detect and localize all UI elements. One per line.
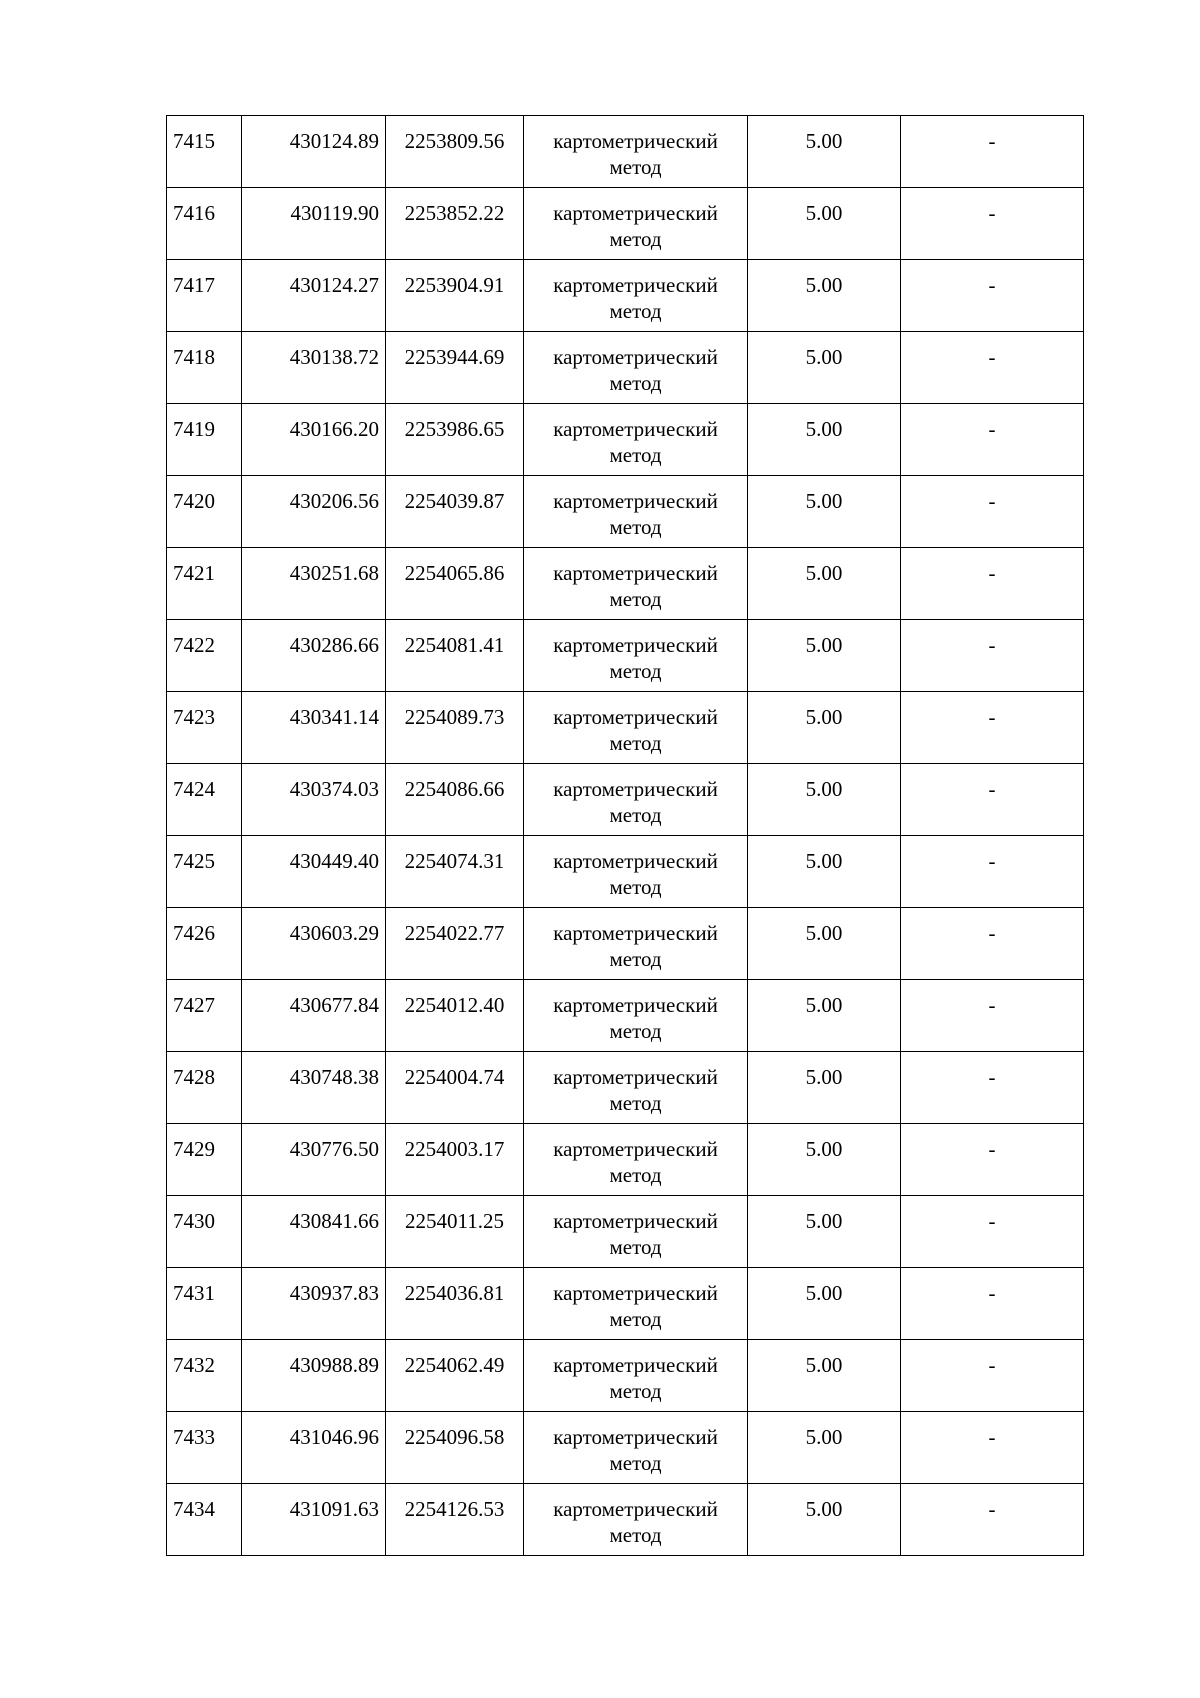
table-row	[167, 1268, 1084, 1340]
method-cell: картометрический метод	[524, 260, 748, 332]
table-row	[167, 1484, 1084, 1556]
table-row	[167, 620, 1084, 692]
coordinates-table	[166, 115, 1084, 1556]
note-cell: -	[901, 404, 1084, 476]
point-number-cell: 7424	[167, 764, 242, 836]
method-cell: картометрический метод	[524, 1196, 748, 1268]
method-cell: картометрический метод	[524, 908, 748, 980]
x-coordinate-cell: 430119.90	[242, 188, 386, 260]
x-coordinate-cell: 430841.66	[242, 1196, 386, 1268]
accuracy-cell: 5.00	[748, 260, 901, 332]
accuracy-cell: 5.00	[748, 404, 901, 476]
note-cell: -	[901, 116, 1084, 188]
table-row	[167, 476, 1084, 548]
y-coordinate-cell: 2254065.86	[386, 548, 524, 620]
point-number-cell: 7434	[167, 1484, 242, 1556]
table-row	[167, 1124, 1084, 1196]
note-cell: -	[901, 1268, 1084, 1340]
point-number-cell: 7430	[167, 1196, 242, 1268]
accuracy-cell: 5.00	[748, 1268, 901, 1340]
y-coordinate-cell: 2254012.40	[386, 980, 524, 1052]
accuracy-cell: 5.00	[748, 116, 901, 188]
x-coordinate-cell: 430937.83	[242, 1268, 386, 1340]
point-number-cell: 7416	[167, 188, 242, 260]
accuracy-cell: 5.00	[748, 980, 901, 1052]
point-number-cell: 7429	[167, 1124, 242, 1196]
point-number-cell: 7417	[167, 260, 242, 332]
table-row	[167, 836, 1084, 908]
x-coordinate-cell: 430286.66	[242, 620, 386, 692]
table-row	[167, 908, 1084, 980]
y-coordinate-cell: 2254081.41	[386, 620, 524, 692]
note-cell: -	[901, 1340, 1084, 1412]
x-coordinate-cell: 430603.29	[242, 908, 386, 980]
x-coordinate-cell: 430206.56	[242, 476, 386, 548]
x-coordinate-cell: 430988.89	[242, 1340, 386, 1412]
note-cell: -	[901, 692, 1084, 764]
y-coordinate-cell: 2253904.91	[386, 260, 524, 332]
note-cell: -	[901, 764, 1084, 836]
table-row	[167, 404, 1084, 476]
point-number-cell: 7421	[167, 548, 242, 620]
method-cell: картометрический метод	[524, 620, 748, 692]
point-number-cell: 7423	[167, 692, 242, 764]
y-coordinate-cell: 2254036.81	[386, 1268, 524, 1340]
y-coordinate-cell: 2254086.66	[386, 764, 524, 836]
method-cell: картометрический метод	[524, 1412, 748, 1484]
method-cell: картометрический метод	[524, 1484, 748, 1556]
x-coordinate-cell: 430124.27	[242, 260, 386, 332]
y-coordinate-cell: 2254074.31	[386, 836, 524, 908]
accuracy-cell: 5.00	[748, 332, 901, 404]
y-coordinate-cell: 2254096.58	[386, 1412, 524, 1484]
accuracy-cell: 5.00	[748, 548, 901, 620]
table-row	[167, 548, 1084, 620]
accuracy-cell: 5.00	[748, 1196, 901, 1268]
y-coordinate-cell: 2254011.25	[386, 1196, 524, 1268]
x-coordinate-cell: 431091.63	[242, 1484, 386, 1556]
point-number-cell: 7427	[167, 980, 242, 1052]
note-cell: -	[901, 188, 1084, 260]
note-cell: -	[901, 260, 1084, 332]
note-cell: -	[901, 1196, 1084, 1268]
y-coordinate-cell: 2254022.77	[386, 908, 524, 980]
y-coordinate-cell: 2254004.74	[386, 1052, 524, 1124]
accuracy-cell: 5.00	[748, 836, 901, 908]
method-cell: картометрический метод	[524, 692, 748, 764]
y-coordinate-cell: 2254089.73	[386, 692, 524, 764]
x-coordinate-cell: 430341.14	[242, 692, 386, 764]
x-coordinate-cell: 430748.38	[242, 1052, 386, 1124]
table-row	[167, 116, 1084, 188]
point-number-cell: 7419	[167, 404, 242, 476]
x-coordinate-cell: 431046.96	[242, 1412, 386, 1484]
accuracy-cell: 5.00	[748, 1484, 901, 1556]
method-cell: картометрический метод	[524, 332, 748, 404]
point-number-cell: 7425	[167, 836, 242, 908]
x-coordinate-cell: 430124.89	[242, 116, 386, 188]
x-coordinate-cell: 430138.72	[242, 332, 386, 404]
x-coordinate-cell: 430166.20	[242, 404, 386, 476]
note-cell: -	[901, 980, 1084, 1052]
accuracy-cell: 5.00	[748, 620, 901, 692]
method-cell: картометрический метод	[524, 188, 748, 260]
note-cell: -	[901, 1412, 1084, 1484]
note-cell: -	[901, 332, 1084, 404]
accuracy-cell: 5.00	[748, 1412, 901, 1484]
note-cell: -	[901, 1052, 1084, 1124]
table-row	[167, 332, 1084, 404]
y-coordinate-cell: 2254126.53	[386, 1484, 524, 1556]
y-coordinate-cell: 2254039.87	[386, 476, 524, 548]
point-number-cell: 7431	[167, 1268, 242, 1340]
method-cell: картометрический метод	[524, 1340, 748, 1412]
note-cell: -	[901, 620, 1084, 692]
method-cell: картометрический метод	[524, 980, 748, 1052]
note-cell: -	[901, 548, 1084, 620]
accuracy-cell: 5.00	[748, 1124, 901, 1196]
coordinates-table-body	[167, 116, 1084, 1556]
method-cell: картометрический метод	[524, 764, 748, 836]
x-coordinate-cell: 430449.40	[242, 836, 386, 908]
table-row	[167, 980, 1084, 1052]
note-cell: -	[901, 908, 1084, 980]
accuracy-cell: 5.00	[748, 1052, 901, 1124]
point-number-cell: 7428	[167, 1052, 242, 1124]
accuracy-cell: 5.00	[748, 764, 901, 836]
y-coordinate-cell: 2254003.17	[386, 1124, 524, 1196]
point-number-cell: 7415	[167, 116, 242, 188]
y-coordinate-cell: 2253986.65	[386, 404, 524, 476]
accuracy-cell: 5.00	[748, 1340, 901, 1412]
y-coordinate-cell: 2254062.49	[386, 1340, 524, 1412]
table-row	[167, 1196, 1084, 1268]
note-cell: -	[901, 476, 1084, 548]
y-coordinate-cell: 2253852.22	[386, 188, 524, 260]
method-cell: картометрический метод	[524, 836, 748, 908]
table-row	[167, 188, 1084, 260]
table-row	[167, 1412, 1084, 1484]
table-row	[167, 1340, 1084, 1412]
note-cell: -	[901, 836, 1084, 908]
point-number-cell: 7420	[167, 476, 242, 548]
note-cell: -	[901, 1124, 1084, 1196]
point-number-cell: 7422	[167, 620, 242, 692]
method-cell: картометрический метод	[524, 548, 748, 620]
point-number-cell: 7426	[167, 908, 242, 980]
table-row	[167, 1052, 1084, 1124]
accuracy-cell: 5.00	[748, 692, 901, 764]
accuracy-cell: 5.00	[748, 476, 901, 548]
method-cell: картометрический метод	[524, 1052, 748, 1124]
point-number-cell: 7418	[167, 332, 242, 404]
method-cell: картометрический метод	[524, 404, 748, 476]
accuracy-cell: 5.00	[748, 188, 901, 260]
x-coordinate-cell: 430251.68	[242, 548, 386, 620]
point-number-cell: 7433	[167, 1412, 242, 1484]
method-cell: картометрический метод	[524, 1268, 748, 1340]
table-row	[167, 692, 1084, 764]
method-cell: картометрический метод	[524, 116, 748, 188]
table-row	[167, 764, 1084, 836]
x-coordinate-cell: 430677.84	[242, 980, 386, 1052]
method-cell: картометрический метод	[524, 476, 748, 548]
method-cell: картометрический метод	[524, 1124, 748, 1196]
table-row	[167, 260, 1084, 332]
x-coordinate-cell: 430776.50	[242, 1124, 386, 1196]
y-coordinate-cell: 2253944.69	[386, 332, 524, 404]
note-cell: -	[901, 1484, 1084, 1556]
y-coordinate-cell: 2253809.56	[386, 116, 524, 188]
accuracy-cell: 5.00	[748, 908, 901, 980]
x-coordinate-cell: 430374.03	[242, 764, 386, 836]
point-number-cell: 7432	[167, 1340, 242, 1412]
